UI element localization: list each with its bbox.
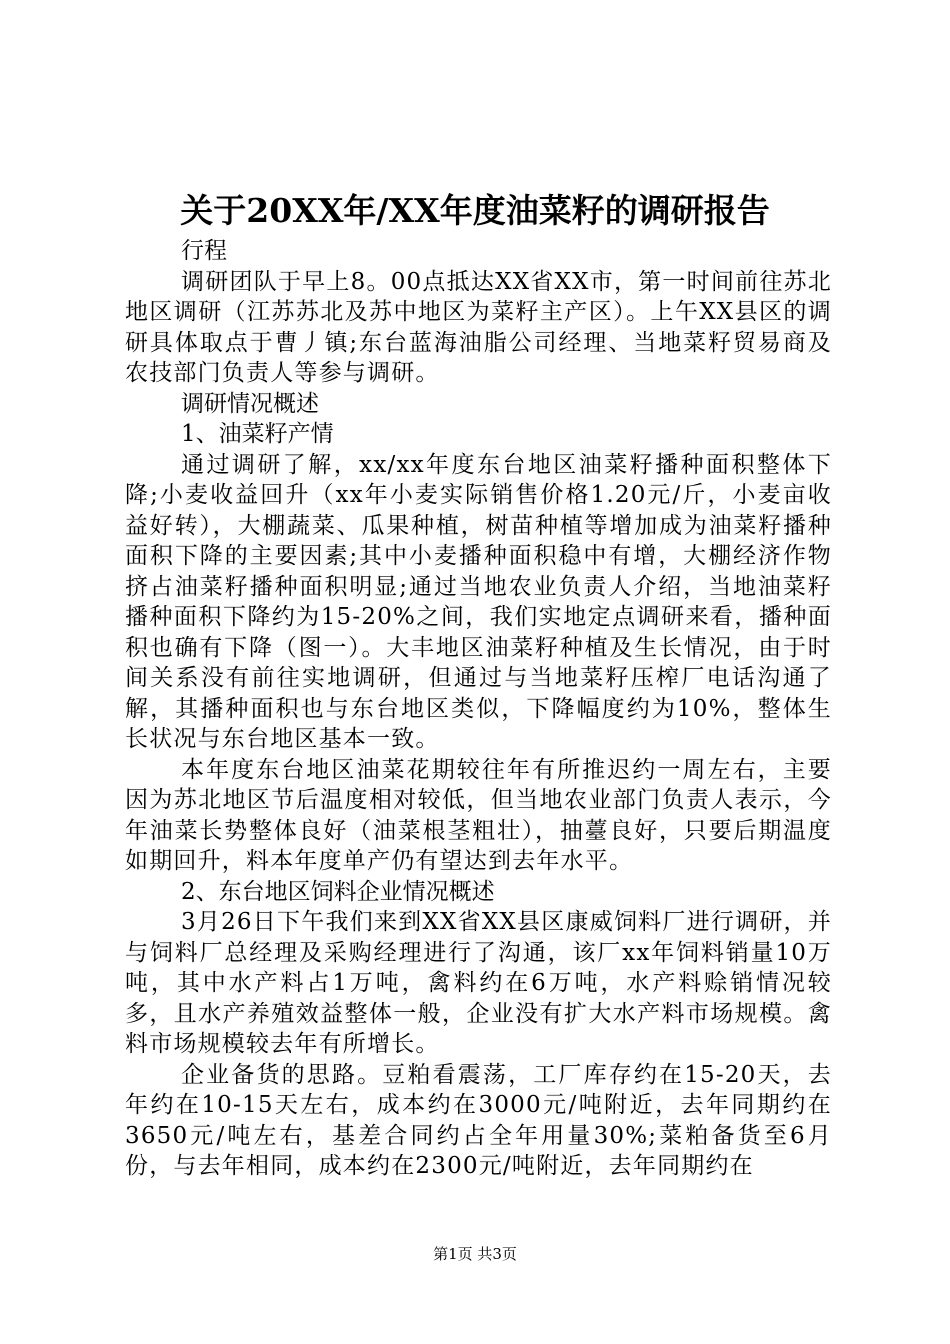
document-body: [0, 236, 950, 1182]
section-heading-itinerary: 行程: [181, 238, 227, 264]
paragraph-feed-1: 3月26日下午我们来到XX省XX县区康威饲料厂进行调研，并与饲料厂总经理及采购经理进行了沟通，该厂xx年饲料销量10万吨，其中水产料占1万吨，禽料约在6万吨，水产料赊销情况较多，且水产养殖效益整体一般，企业没有扩大水产料市场规模。禽料市场规模较去年有所增长。: [125, 909, 832, 1057]
section-heading-feed: 2、东台地区饲料企业情况概述: [181, 878, 495, 905]
paragraph-production-2: 本年度东台地区油菜花期较往年有所推迟约一周左右，主要因为苏北地区节后温度相对较低，但当地农业部门负责人表示，今年油菜长势整体良好（油菜根茎粗壮），抽薹良好，只要后期温度如期回升，料本年度单产仍有望达到去年水平。: [125, 756, 832, 874]
page-footer: 第1页 共3页: [433, 1245, 517, 1263]
paragraph-itinerary: 调研团队于早上8。00点抵达XX省XX市，第一时间前往苏北地区调研（江苏苏北及苏中地区为菜籽主产区）。上午XX县区的调研具体取点于曹丿镇;东台蓝海油脂公司经理、当地菜籽贸易商及农技部门负责人等参与调研。: [125, 268, 832, 386]
paragraph-feed-2: 企业备货的思路。豆粕看震荡，工厂库存约在15-20天，去年约在10-15天左右，成本约在3000元/吨附近，去年同期约在3650元/吨左右，基差合同约占全年用量30%;菜粕备货至6月份，与去年相同，成本约在2300元/吨附近，去年同期约在: [125, 1061, 832, 1179]
paragraph-production-1: 通过调研了解，xx/xx年度东台地区油菜籽播种面积整体下降;小麦收益回升（xx年小麦实际销售价格1.20元/斤，小麦亩收益好转），大棚蔬菜、瓜果种植，树苗种植等增加成为油菜籽播种面积下降的主要因素;其中小麦播种面积稳中有增，大棚经济作物挤占油菜籽播种面积明显;通过当地农业负责人介绍，当地油菜籽播种面积下降约为15-20%之间，我们实地定点调研来看，播种面积也确有下降（图一）。大丰地区油菜籽种植及生长情况，由于时间关系没有前往实地调研，但通过与当地菜籽压榨厂电话沟通了解，其播种面积也与东台地区类似，下降幅度约为10%，整体生长状况与东台地区基本一致。: [125, 451, 832, 752]
document-title: 关于20XX年/XX年度油菜籽的调研报告: [180, 191, 770, 230]
section-heading-production: 1、油菜籽产情: [181, 421, 334, 447]
section-heading-overview: 调研情况概述: [181, 390, 319, 417]
